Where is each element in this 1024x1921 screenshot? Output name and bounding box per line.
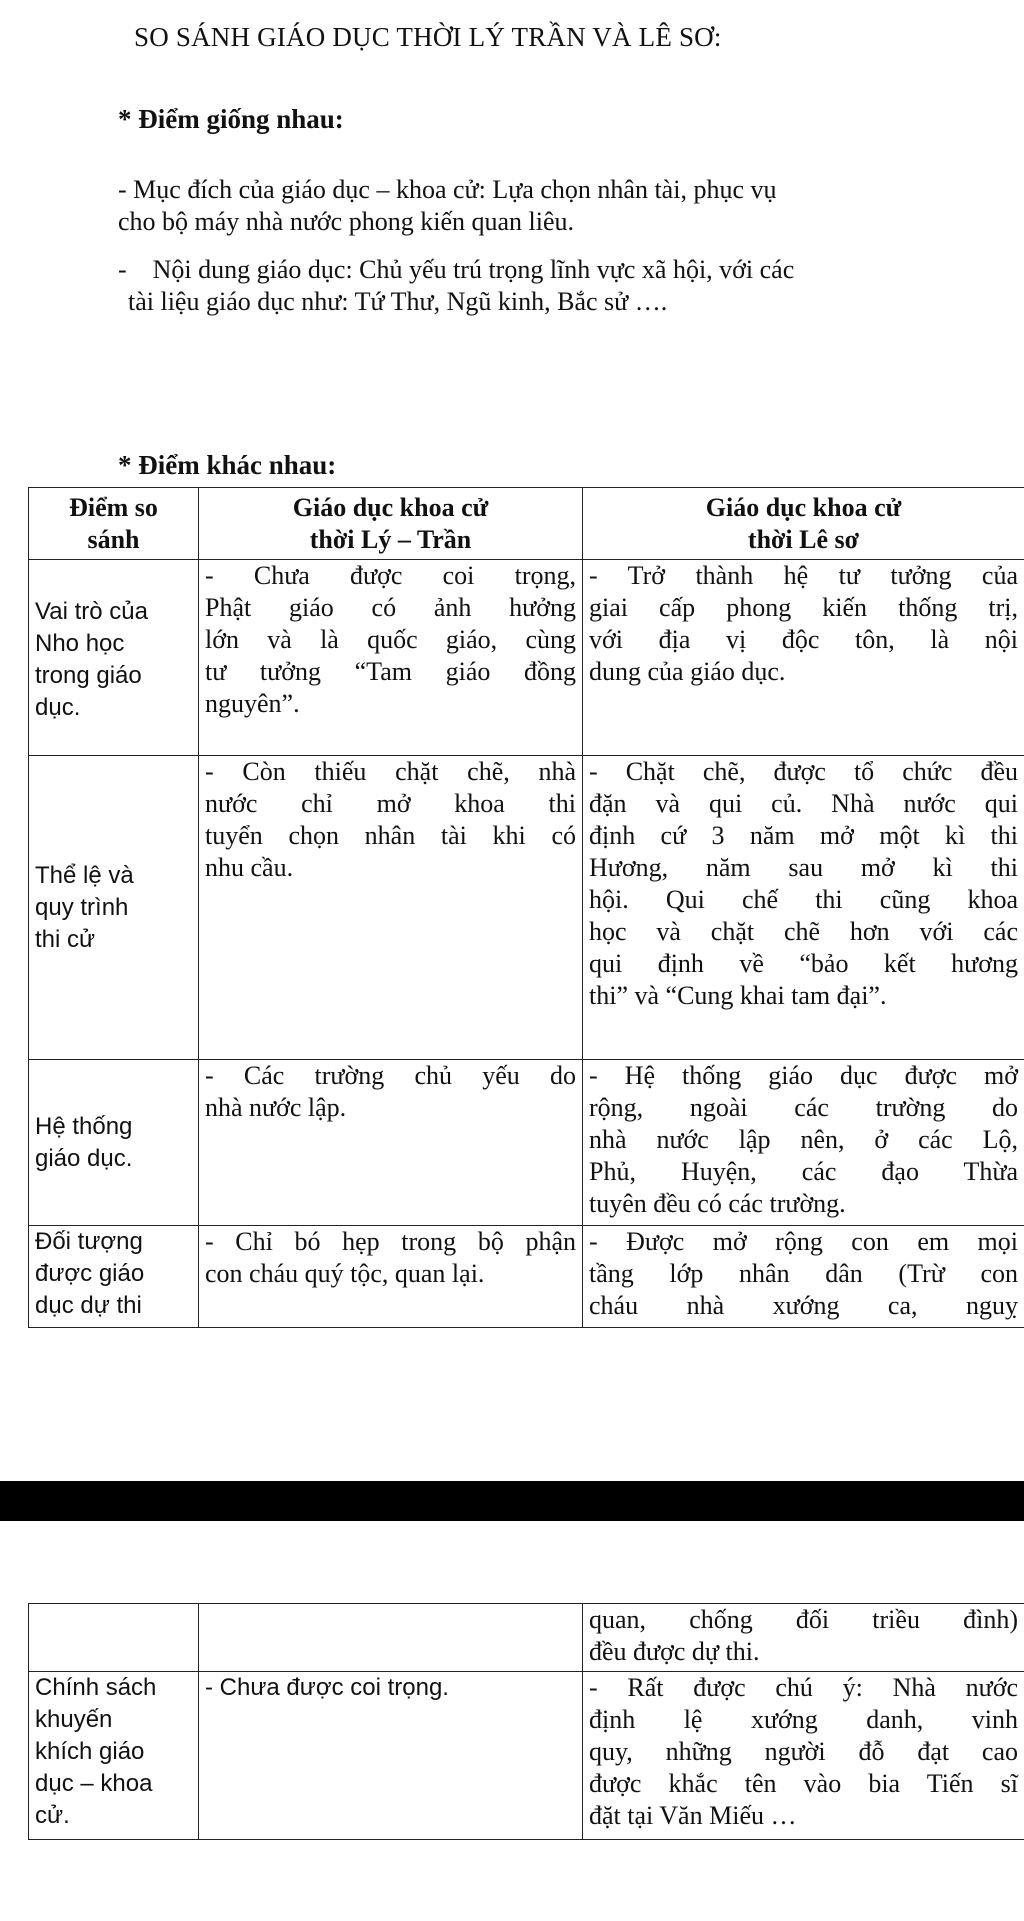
- text-line: cho bộ máy nhà nước phong kiến quan liêu.: [118, 207, 575, 236]
- header-line: Giáo dục khoa cử: [292, 492, 489, 522]
- page-separator-bar: [0, 1481, 1024, 1521]
- ly-tran-cell: [199, 1060, 583, 1226]
- cell-line: - Còn thiếu chặt chẽ, nhà: [205, 757, 576, 786]
- ly-tran-cell: [199, 560, 583, 756]
- cell-line: con cháu quý tộc, quan lại.: [205, 1259, 485, 1288]
- cell-line: Đối tượng: [35, 1228, 143, 1255]
- le-so-cell: [583, 1604, 1024, 1672]
- criterion-cell: [29, 756, 199, 1060]
- cell-line: tuyển chọn nhân tài khi có: [205, 821, 576, 850]
- cell-line: Hệ thống: [35, 1112, 133, 1140]
- cell-line: nhà nước lập nên, ở các Lộ,: [589, 1125, 1018, 1154]
- ly-tran-cell: [199, 1226, 583, 1328]
- header-line: thời Lý – Trần: [309, 524, 472, 554]
- le-so-cell: [583, 1672, 1024, 1840]
- text-line: tài liệu giáo dục như: Tứ Thư, Ngũ kinh, Bắc sử ….: [128, 287, 668, 316]
- ly-tran-cell: [199, 1672, 583, 1840]
- cell-line: được giáo: [35, 1260, 145, 1287]
- cell-line: hội. Qui chế thi cũng khoa: [589, 885, 1018, 914]
- cell-line: khích giáo: [35, 1738, 145, 1765]
- header-line: sánh: [87, 524, 140, 554]
- cell-line: dục dự thi: [35, 1292, 142, 1319]
- cell-line: tuyên đều có các trường.: [589, 1189, 846, 1218]
- cell-line: - Các trường chủ yếu do: [205, 1061, 576, 1090]
- comparison-table: [28, 487, 1024, 1328]
- cell-line: - Hệ thống giáo dục được mở: [589, 1061, 1018, 1090]
- header-ly-tran: [199, 488, 583, 560]
- header-line: Điểm so: [69, 492, 158, 522]
- cell-line: đặn và qui củ. Nhà nước qui: [589, 789, 1018, 818]
- le-so-cell: [583, 1226, 1024, 1328]
- cell-line: tầng lớp nhân dân (Trừ con: [589, 1259, 1018, 1288]
- table-row: [29, 1226, 1024, 1328]
- header-line: thời Lê sơ: [747, 524, 860, 554]
- cell-line: nhu cầu.: [205, 853, 294, 882]
- table-row: [29, 756, 1024, 1060]
- text-line: - Nội dung giáo dục: Chủ yếu trú trọng lĩnh vực xã hội, với các: [118, 255, 795, 284]
- cell-line: thi cử: [35, 925, 96, 953]
- table-row: [29, 1604, 1024, 1672]
- cell-line: - Chưa được coi trọng.: [205, 1674, 449, 1701]
- cell-line: khuyến: [35, 1706, 113, 1733]
- table-row: [29, 560, 1024, 756]
- cell-line: quan, chống đối triều đình): [589, 1605, 1018, 1634]
- cell-line: dục.: [35, 694, 81, 721]
- cell-line: - Chỉ bó hẹp trong bộ phận: [205, 1227, 576, 1256]
- le-so-cell: [583, 756, 1024, 1060]
- cell-line: giai cấp phong kiến thống trị,: [589, 593, 1018, 622]
- cell-line: - Trở thành hệ tư tưởng của: [589, 561, 1018, 590]
- cell-line: học và chặt chẽ hơn với các: [589, 917, 1018, 946]
- header-criterion: [29, 488, 199, 560]
- criterion-cell: [29, 1060, 199, 1226]
- cell-line: - Chưa được coi trọng,: [205, 561, 576, 590]
- page-title: SO SÁNH GIÁO DỤC THỜI LÝ TRẦN VÀ LÊ SƠ:: [134, 22, 722, 52]
- cell-line: cháu nhà xướng ca, nguỵ: [589, 1291, 1018, 1320]
- comparison-table-continued: [28, 1603, 1024, 1840]
- cell-line: Vai trò của: [35, 598, 148, 625]
- criterion-cell: [29, 560, 199, 756]
- criterion-cell: [29, 1672, 199, 1840]
- cell-line: đặt tại Văn Miếu …: [589, 1801, 797, 1830]
- cell-line: lớn và là quốc giáo, cùng: [205, 625, 576, 654]
- text-line: - Mục đích của giáo dục – khoa cử: Lựa chọn nhân tài, phục vụ: [118, 175, 777, 204]
- cell-line: - Chặt chẽ, được tổ chức đều: [589, 757, 1018, 786]
- le-so-cell: [583, 1060, 1024, 1226]
- cell-line: Nho học: [35, 630, 125, 657]
- cell-line: - Rất được chú ý: Nhà nước: [589, 1673, 1018, 1702]
- cell-line: trong giáo: [35, 662, 142, 689]
- table-row: [29, 1060, 1024, 1226]
- criterion-cell: [29, 1604, 199, 1672]
- cell-line: được khắc tên vào bia Tiến sĩ: [589, 1769, 1018, 1798]
- cell-line: quy trình: [35, 893, 129, 921]
- cell-line: cử.: [35, 1802, 70, 1829]
- cell-line: định lệ xướng danh, vinh: [589, 1705, 1018, 1734]
- cell-line: Phủ, Huyện, các đạo Thừa: [589, 1157, 1018, 1186]
- header-le-so: [583, 488, 1024, 560]
- cell-line: đều được dự thi.: [589, 1637, 760, 1666]
- criterion-cell: [29, 1226, 199, 1328]
- cell-line: rộng, ngoài các trường do: [589, 1093, 1018, 1122]
- cell-line: nhà nước lập.: [205, 1093, 347, 1122]
- cell-line: thi” và “Cung khai tam đại”.: [589, 981, 887, 1010]
- header-line: Giáo dục khoa cử: [705, 492, 902, 522]
- cell-line: định cứ 3 năm mở một kì thi: [589, 821, 1018, 850]
- cell-line: dục – khoa: [35, 1770, 153, 1797]
- cell-line: Hương, năm sau mở kì thi: [589, 853, 1018, 882]
- cell-line: với địa vị độc tôn, là nội: [589, 625, 1018, 654]
- cell-line: Phật giáo có ảnh hưởng: [205, 593, 576, 622]
- table-row: [29, 1672, 1024, 1840]
- cell-line: giáo dục.: [35, 1144, 133, 1172]
- cell-line: quy, những người đỗ đạt cao: [589, 1737, 1018, 1766]
- table-header-row: [29, 488, 1024, 560]
- similarity-point-purpose: [118, 174, 776, 238]
- cell-line: qui định về “bảo kết hương: [589, 949, 1018, 978]
- cell-line: tư tưởng “Tam giáo đồng: [205, 657, 576, 686]
- similarity-point-content: [118, 254, 794, 318]
- cell-line: dung của giáo dục.: [589, 657, 786, 686]
- cell-line: Thể lệ và: [35, 861, 134, 889]
- ly-tran-cell: [199, 1604, 583, 1672]
- cell-line: nguyên”.: [205, 689, 300, 718]
- le-so-cell: [583, 560, 1024, 756]
- cell-line: - Được mở rộng con em mọi: [589, 1227, 1018, 1256]
- ly-tran-cell: [199, 756, 583, 1060]
- cell-line: Chính sách: [35, 1674, 157, 1701]
- cell-line: nước chỉ mở khoa thi: [205, 789, 576, 818]
- differences-heading: * Điểm khác nhau:: [118, 450, 337, 480]
- similarities-heading: * Điểm giống nhau:: [118, 104, 344, 134]
